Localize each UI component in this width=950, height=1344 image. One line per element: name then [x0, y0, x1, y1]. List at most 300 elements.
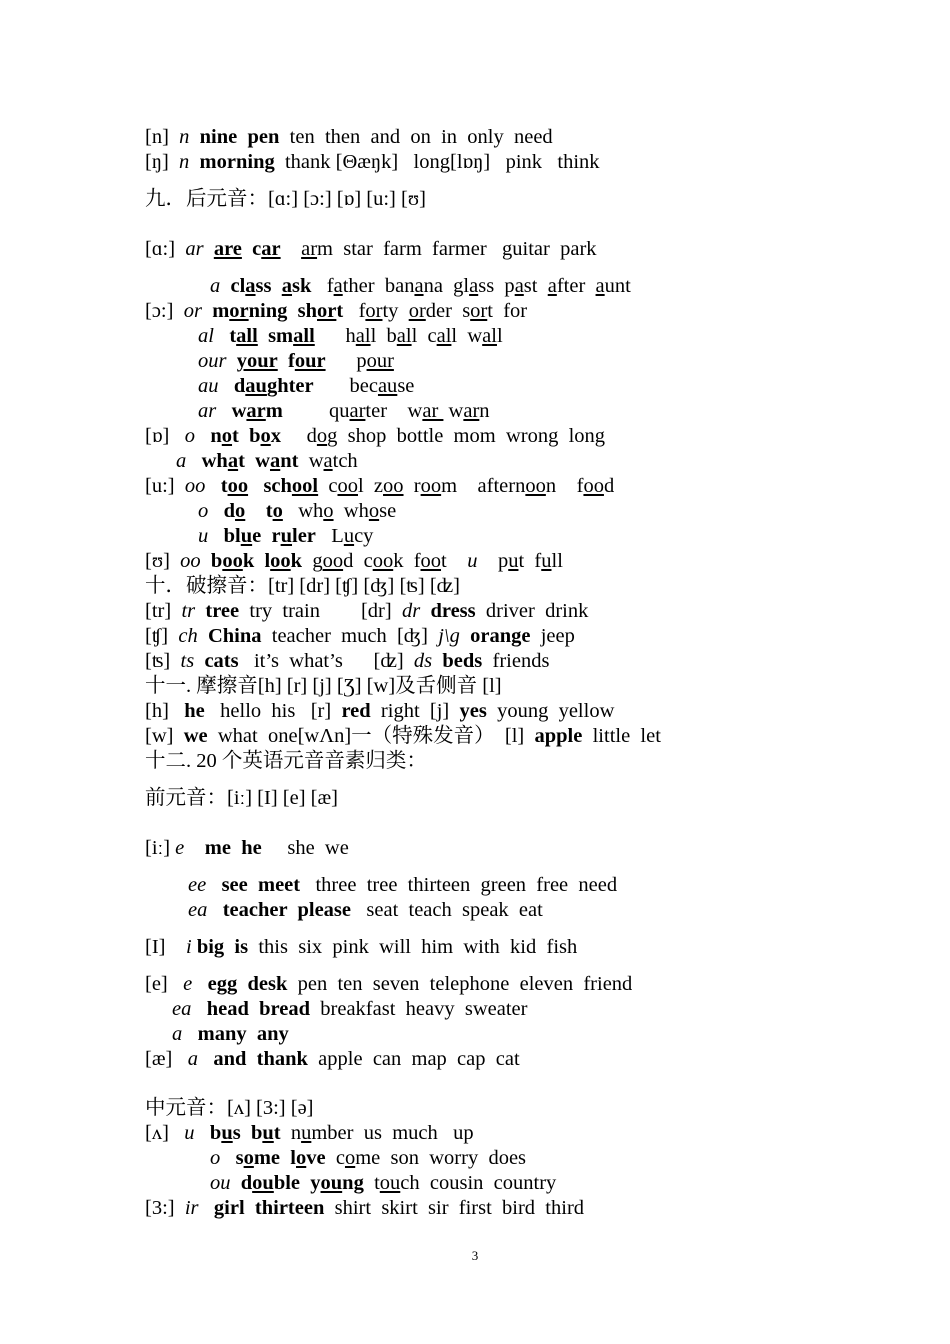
text-run: t for — [487, 300, 528, 322]
line-u-long-o — [198, 499, 396, 523]
text-run: nt — [280, 450, 299, 472]
text-run: wh — [333, 500, 369, 522]
text-run: tch — [332, 450, 358, 472]
text-run: ou — [379, 1172, 401, 1194]
text-run: L — [315, 525, 344, 547]
text-run: oo — [180, 550, 201, 572]
text-run: b — [210, 550, 223, 572]
text-run: e — [175, 837, 185, 859]
line-o-long-au — [198, 374, 414, 398]
text-run: beds — [442, 650, 483, 672]
text-run: f — [343, 300, 366, 322]
text-run: or — [365, 300, 383, 322]
text-run: a — [187, 1048, 198, 1070]
text-run — [300, 1172, 310, 1194]
text-run — [206, 874, 221, 896]
text-run: bec — [313, 375, 378, 397]
text-run: [ʧ] — [145, 625, 179, 647]
text-run: big is — [196, 936, 249, 958]
text-run: sk — [292, 275, 312, 297]
text-run: apple — [534, 725, 583, 747]
text-run: China — [207, 625, 262, 647]
text-run: o — [260, 425, 271, 447]
text-run — [280, 1147, 290, 1169]
text-run: oo — [322, 550, 344, 572]
text-run: and thank — [213, 1048, 308, 1070]
text-run: ou — [320, 1172, 343, 1194]
text-run: ten then and on in only need — [279, 126, 553, 148]
line-v-u — [145, 1121, 474, 1145]
text-run: sch — [263, 475, 292, 497]
text-run: al — [436, 325, 452, 347]
text-run: this six pink will him with kid fish — [248, 936, 578, 958]
text-run: t — [232, 425, 239, 447]
text-run: morning — [199, 151, 275, 173]
line-o-long-al — [198, 324, 503, 348]
text-run: ty — [382, 300, 409, 322]
text-run: o — [323, 500, 334, 522]
text-run: yes — [459, 700, 487, 722]
text-run: l w — [451, 325, 483, 347]
text-run: ll — [551, 550, 563, 572]
text-run: m — [212, 300, 230, 322]
text-run: see meet — [221, 874, 301, 896]
text-run: ghter — [266, 375, 314, 397]
line-o-long-our — [198, 349, 394, 373]
text-run: ther ban — [342, 275, 415, 297]
text-run: ou — [210, 1172, 231, 1194]
text-run: me son worry does — [355, 1147, 527, 1169]
text-run: s — [232, 1122, 241, 1144]
text-run: he — [184, 700, 205, 722]
text-run — [530, 625, 540, 647]
text-run: ar — [301, 238, 318, 260]
line-u-long-oo — [145, 474, 614, 498]
text-run: o — [221, 425, 233, 447]
text-run: ar — [261, 238, 281, 260]
text-run — [231, 1172, 241, 1194]
text-run: r — [271, 525, 281, 547]
text-run: k f — [393, 550, 421, 572]
text-run — [245, 450, 255, 472]
text-run: l — [264, 550, 271, 572]
line-h-r-j — [145, 699, 614, 723]
line-ch-j — [145, 624, 575, 648]
text-run: u — [184, 1122, 195, 1144]
text-run: oo — [270, 550, 291, 572]
text-run — [198, 625, 208, 647]
section-heading-affricates — [145, 574, 460, 598]
text-run: c — [252, 238, 262, 260]
text-run: l — [496, 325, 503, 347]
text-run — [191, 998, 206, 1020]
text-run: [ʦ] — [145, 650, 181, 672]
text-run: d — [603, 475, 615, 497]
text-run: a — [245, 275, 256, 297]
line-o-short-a — [176, 449, 358, 473]
text-run: red — [341, 700, 371, 722]
line-ts-ds — [145, 649, 549, 673]
text-run — [226, 350, 236, 372]
text-run: u — [198, 525, 209, 547]
text-run: oo — [372, 550, 394, 572]
text-run: wh — [282, 500, 324, 522]
text-run: ar — [185, 238, 204, 260]
text-run — [195, 600, 205, 622]
section-heading-back-vowels — [145, 187, 426, 211]
text-run: a — [269, 450, 281, 472]
text-run: r — [403, 475, 421, 497]
text-run: or — [408, 300, 426, 322]
text-run — [192, 973, 207, 995]
line-i-long-ea — [188, 898, 543, 922]
line-3-ir — [145, 1196, 584, 1220]
text-run: p — [477, 550, 509, 572]
text-run: [ʊ] — [145, 550, 181, 572]
text-run: [iː] — [145, 837, 176, 859]
text-run: or — [470, 300, 488, 322]
text-run: eep — [546, 625, 575, 647]
text-run: k — [242, 550, 255, 572]
text-run: a — [469, 275, 479, 297]
text-run: cats — [204, 650, 239, 672]
text-run: our — [366, 350, 394, 372]
text-run: t — [229, 325, 237, 347]
text-run: o — [316, 425, 328, 447]
text-run: o — [210, 1147, 221, 1169]
text-run: 九．后元音：[ɑ:] [ɔ:] [ɒ] [u:] [ʊ] — [145, 188, 426, 210]
line-v-ou — [210, 1171, 556, 1195]
text-run: 中元音：[ʌ] [3:] [ə] — [145, 1097, 314, 1119]
text-run: your — [236, 350, 278, 372]
text-run — [258, 325, 268, 347]
text-run: g shop bottle mom wrong long — [327, 425, 606, 447]
line-u-short — [145, 549, 563, 573]
text-run — [195, 425, 210, 447]
text-run: l — [290, 1147, 296, 1169]
text-run: d — [240, 1172, 253, 1194]
text-run: it’s what’s [ʣ] — [238, 650, 414, 672]
text-run: ss — [255, 275, 272, 297]
text-run: g — [302, 550, 323, 572]
text-run: ar — [198, 400, 217, 422]
text-run: u — [301, 1122, 312, 1144]
text-run: bl — [223, 525, 241, 547]
text-run — [420, 600, 430, 622]
text-run: au — [245, 375, 267, 397]
line-a-long-a — [210, 274, 631, 298]
text-run: friends — [482, 650, 550, 672]
text-run: l z — [357, 475, 384, 497]
text-run: u — [221, 1122, 233, 1144]
text-run — [278, 350, 288, 372]
text-run: ch cousin country — [400, 1172, 557, 1194]
text-run: n — [179, 126, 190, 148]
text-run — [199, 1197, 214, 1219]
text-run: f — [311, 275, 334, 297]
text-run: 十．破擦音：[tr] [dr] [ʧ] [ʤ] [ʦ] [ʣ] — [145, 575, 460, 597]
text-run: w — [443, 400, 464, 422]
text-run: 十一. 摩擦音[h] [r] [j] [Ʒ] [w]及舌侧音 [l] — [145, 675, 502, 697]
text-run — [248, 475, 263, 497]
text-run: n — [179, 151, 190, 173]
text-run: many any — [197, 1023, 289, 1045]
text-run: u — [343, 525, 355, 547]
text-run: o — [198, 500, 209, 522]
line-i-long-ee — [188, 873, 617, 897]
section-heading-fricatives — [145, 674, 502, 698]
section-heading-vowel-classification — [145, 749, 427, 773]
text-run: d — [281, 425, 317, 447]
text-run: or — [229, 300, 249, 322]
text-run: or — [183, 300, 202, 322]
text-run: oo — [227, 475, 249, 497]
text-run: a — [172, 1023, 183, 1045]
text-run: [I] — [145, 936, 186, 958]
subheading-central-vowels — [145, 1096, 314, 1120]
text-run: unt — [604, 275, 631, 297]
text-run: l b — [370, 325, 397, 347]
text-run: 前元音：[iː] [I] [e] [æ] — [145, 787, 338, 809]
text-run: au — [377, 375, 398, 397]
line-ae — [145, 1047, 520, 1071]
text-run: ds — [413, 650, 433, 672]
text-run: d — [223, 500, 236, 522]
text-run: [3:] — [145, 1197, 185, 1219]
text-run — [189, 151, 199, 173]
text-run — [261, 525, 271, 547]
text-run — [245, 500, 266, 522]
text-run: ou — [252, 1172, 274, 1194]
text-run: [n] — [145, 126, 180, 148]
text-run: dress — [430, 600, 476, 622]
text-run: oo — [420, 475, 442, 497]
text-run: what one[wΛn]一（特殊发音） [l] — [207, 725, 535, 747]
text-run: f — [287, 350, 295, 372]
text-run — [202, 300, 212, 322]
text-run: oo — [583, 475, 604, 497]
text-run: t — [441, 550, 468, 572]
text-run: u — [280, 525, 293, 547]
text-run: she we — [261, 837, 349, 859]
text-run: ool — [291, 475, 319, 497]
text-run: der s — [425, 300, 471, 322]
text-run: ar — [246, 400, 266, 422]
text-run: w — [255, 450, 270, 472]
text-run: our — [198, 350, 227, 372]
text-run: oo — [420, 550, 442, 572]
text-run — [216, 400, 231, 422]
text-run: wh — [201, 450, 228, 472]
text-run: c — [325, 1147, 345, 1169]
text-run: st — [523, 275, 548, 297]
text-run: shirt skirt sir first bird third — [324, 1197, 585, 1219]
text-run: three tree thirteen green free need — [300, 874, 618, 896]
text-run: [ʌ] — [145, 1122, 185, 1144]
text-run — [205, 475, 220, 497]
line-o-long-or — [145, 299, 527, 323]
text-run — [195, 1122, 210, 1144]
text-run: b — [250, 1122, 263, 1144]
text-run: [ɑ:] — [145, 238, 186, 260]
text-run: oo — [337, 475, 358, 497]
text-run: m aftern — [441, 475, 526, 497]
text-run — [186, 450, 201, 472]
text-run: ea — [188, 899, 208, 921]
text-run: oo — [525, 475, 546, 497]
text-run: teacher much [ʤ] — [261, 625, 439, 647]
text-run — [201, 550, 211, 572]
text-run — [241, 1122, 251, 1144]
text-run: y — [310, 1172, 321, 1194]
text-run — [220, 1147, 235, 1169]
text-run: a — [514, 275, 524, 297]
text-run: na gl — [423, 275, 470, 297]
line-e-a — [172, 1022, 289, 1046]
text-run: ar — [463, 400, 480, 422]
text-run: c — [318, 475, 338, 497]
text-run: cl — [230, 275, 246, 297]
text-run: 十二. 20 个英语元音音素归类： — [145, 750, 427, 772]
text-run: u — [508, 550, 519, 572]
text-run: egg desk — [207, 973, 288, 995]
text-run — [432, 650, 442, 672]
text-run: thank [Θæŋk] long[lɒŋ] pink think — [274, 151, 600, 173]
text-run: al — [396, 325, 412, 347]
line-ng — [145, 150, 600, 174]
text-run: h — [314, 325, 356, 347]
text-run: me he — [204, 837, 262, 859]
text-run: a — [281, 275, 293, 297]
text-run: j\g — [438, 625, 460, 647]
text-run: young yellow — [486, 700, 615, 722]
text-run: oo — [184, 475, 206, 497]
text-run: n — [280, 1122, 302, 1144]
text-run: our — [294, 350, 326, 372]
text-run: are — [213, 238, 242, 260]
text-run — [189, 126, 199, 148]
text-run: right [j] — [370, 700, 460, 722]
text-run: a — [333, 275, 343, 297]
text-run: d — [233, 375, 246, 397]
text-run: n — [479, 400, 490, 422]
text-run: o — [296, 1147, 307, 1169]
text-run: t — [363, 1172, 380, 1194]
text-run: l c — [411, 325, 437, 347]
line-e-ea — [172, 997, 527, 1021]
text-run: ler — [292, 525, 316, 547]
text-run: [æ] — [145, 1048, 188, 1070]
text-run: oo — [222, 550, 243, 572]
text-run: all — [236, 325, 258, 347]
text-run: seat teach speak eat — [351, 899, 543, 921]
text-run: teacher please — [222, 899, 352, 921]
text-run: al — [355, 325, 371, 347]
text-run — [254, 550, 264, 572]
text-run: sm — [268, 325, 294, 347]
text-run: se — [397, 375, 415, 397]
text-run: p — [325, 350, 367, 372]
text-run: u — [240, 525, 253, 547]
text-run: w — [231, 400, 247, 422]
text-run — [219, 375, 234, 397]
text-run: a — [414, 275, 424, 297]
text-run: [w] — [145, 725, 184, 747]
text-run: [h] — [145, 700, 185, 722]
line-tr-dr — [145, 599, 588, 623]
text-run — [281, 238, 302, 260]
text-run: qu — [282, 400, 350, 422]
text-run: try train [dr] — [239, 600, 402, 622]
text-run: orange — [470, 625, 531, 647]
text-run: u — [262, 1122, 274, 1144]
line-o-long-ar — [198, 399, 490, 423]
line-o-short-o — [145, 424, 605, 448]
text-run: k — [290, 550, 303, 572]
text-run — [214, 325, 229, 347]
line-a-long-ar — [145, 237, 597, 261]
text-run: tr — [181, 600, 196, 622]
line-n — [145, 125, 553, 149]
text-run: t — [220, 475, 228, 497]
text-run: [ɔ:] — [145, 300, 184, 322]
text-run: o — [184, 425, 195, 447]
text-run: x — [270, 425, 282, 447]
text-run: [ɒ] — [145, 425, 185, 447]
text-run: t f — [518, 550, 542, 572]
text-run: we — [183, 725, 208, 747]
line-e-e — [145, 972, 632, 996]
text-run: ir — [184, 1197, 199, 1219]
text-run: al — [482, 325, 497, 347]
text-run: hello his [r] — [204, 700, 342, 722]
text-run: [u:] — [145, 475, 185, 497]
text-run: ar — [349, 400, 366, 422]
text-run: n — [210, 425, 222, 447]
text-run: t — [238, 450, 245, 472]
text-run: ch — [178, 625, 198, 647]
text-run — [208, 500, 223, 522]
text-run: fter — [556, 275, 596, 297]
line-i-long-e — [145, 836, 349, 860]
text-run: t — [336, 300, 344, 322]
text-run: ss p — [478, 275, 515, 297]
text-run: mber us much up — [311, 1122, 474, 1144]
text-run — [208, 525, 223, 547]
text-run: pen ten seven telephone eleven friend — [287, 973, 633, 995]
text-run — [272, 275, 282, 297]
text-run — [182, 1023, 197, 1045]
text-run: a — [227, 450, 239, 472]
text-run: driver drink — [475, 600, 589, 622]
text-run: u — [467, 550, 478, 572]
text-run: i — [185, 936, 192, 958]
text-run: little let — [582, 725, 661, 747]
text-run: t — [265, 500, 273, 522]
text-run: a — [547, 275, 557, 297]
text-run: a — [323, 450, 333, 472]
text-run: ter w — [365, 400, 423, 422]
text-run: cy — [354, 525, 374, 547]
text-run: breakfast heavy sweater — [310, 998, 528, 1020]
text-run: apple can map cap cat — [307, 1048, 520, 1070]
text-run — [220, 275, 230, 297]
text-run: girl thirteen — [213, 1197, 325, 1219]
text-run — [287, 300, 297, 322]
text-run: ts — [180, 650, 195, 672]
text-run: [ŋ] — [145, 151, 180, 173]
text-run: t — [273, 1122, 281, 1144]
